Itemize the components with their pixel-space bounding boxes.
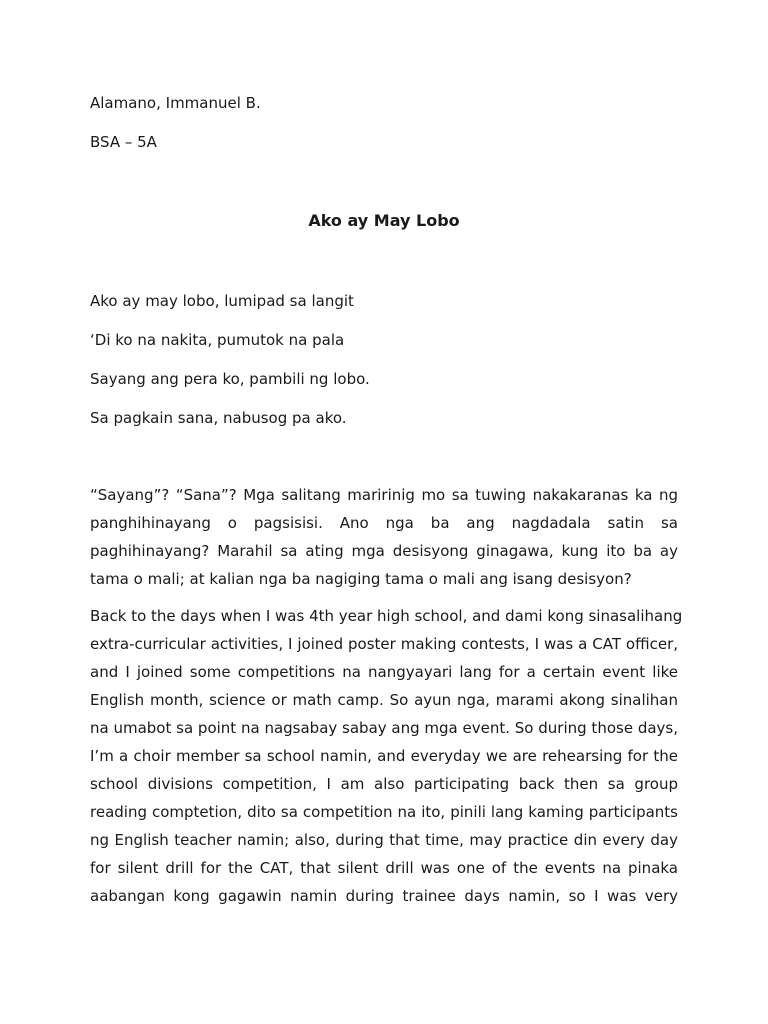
paragraph-line: school divisions competition, I am also participating back then sa group — [90, 775, 678, 793]
paragraph-line: English month, science or math camp. So ayun nga, marami akong sinalihan — [90, 691, 678, 709]
paragraph-line: for silent drill for the CAT, that silent drill was one of the events na pinaka — [90, 859, 678, 877]
document-title: Ako ay May Lobo — [308, 211, 460, 230]
poem-line: Sa pagkain sana, nabusog pa ako. — [90, 409, 347, 427]
paragraph-line: extra-curricular activities, I joined poster making contests, I was a CAT officer, — [90, 635, 678, 653]
course-section: BSA – 5A — [90, 133, 157, 151]
paragraph-line: reading comptetion, dito sa competition na ito, pinili lang kaming participants — [90, 803, 678, 821]
paragraph-line: Back to the days when I was 4th year high school, and dami kong sinasalihang — [90, 607, 683, 625]
paragraph-line: I’m a choir member sa school namin, and everyday we are rehearsing for the — [90, 747, 678, 765]
author-name: Alamano, Immanuel B. — [90, 94, 261, 112]
paragraph-intro — [90, 485, 678, 597]
poem-line: Sayang ang pera ko, pambili ng lobo. — [90, 370, 370, 388]
paragraph-line: panghihinayang o pagsisisi. Ano nga ba ang nagdadala satin sa — [90, 514, 678, 532]
poem-line: Ako ay may lobo, lumipad sa langit — [90, 292, 354, 310]
paragraph-line: aabangan kong gagawin namin during trainee days namin, so I was very — [90, 887, 678, 905]
paragraph-story — [90, 606, 683, 914]
paragraph-line: ng English teacher namin; also, during that time, may practice din every day — [90, 831, 678, 849]
poem-line: ‘Di ko na nakita, pumutok na pala — [90, 331, 345, 349]
paragraph-line: “Sayang”? “Sana”? Mga salitang maririnig mo sa tuwing nakakaranas ka ng — [90, 486, 678, 504]
paragraph-line: paghihinayang? Marahil sa ating mga desisyong ginagawa, kung ito ba ay — [90, 542, 678, 560]
paragraph-line: and I joined some competitions na nangyayari lang for a certain event like — [90, 663, 678, 681]
paragraph-line: na umabot sa point na nagsabay sabay ang mga event. So during those days, — [90, 719, 678, 737]
paragraph-line: tama o mali; at kalian nga ba nagiging tama o mali ang isang desisyon? — [90, 570, 632, 588]
